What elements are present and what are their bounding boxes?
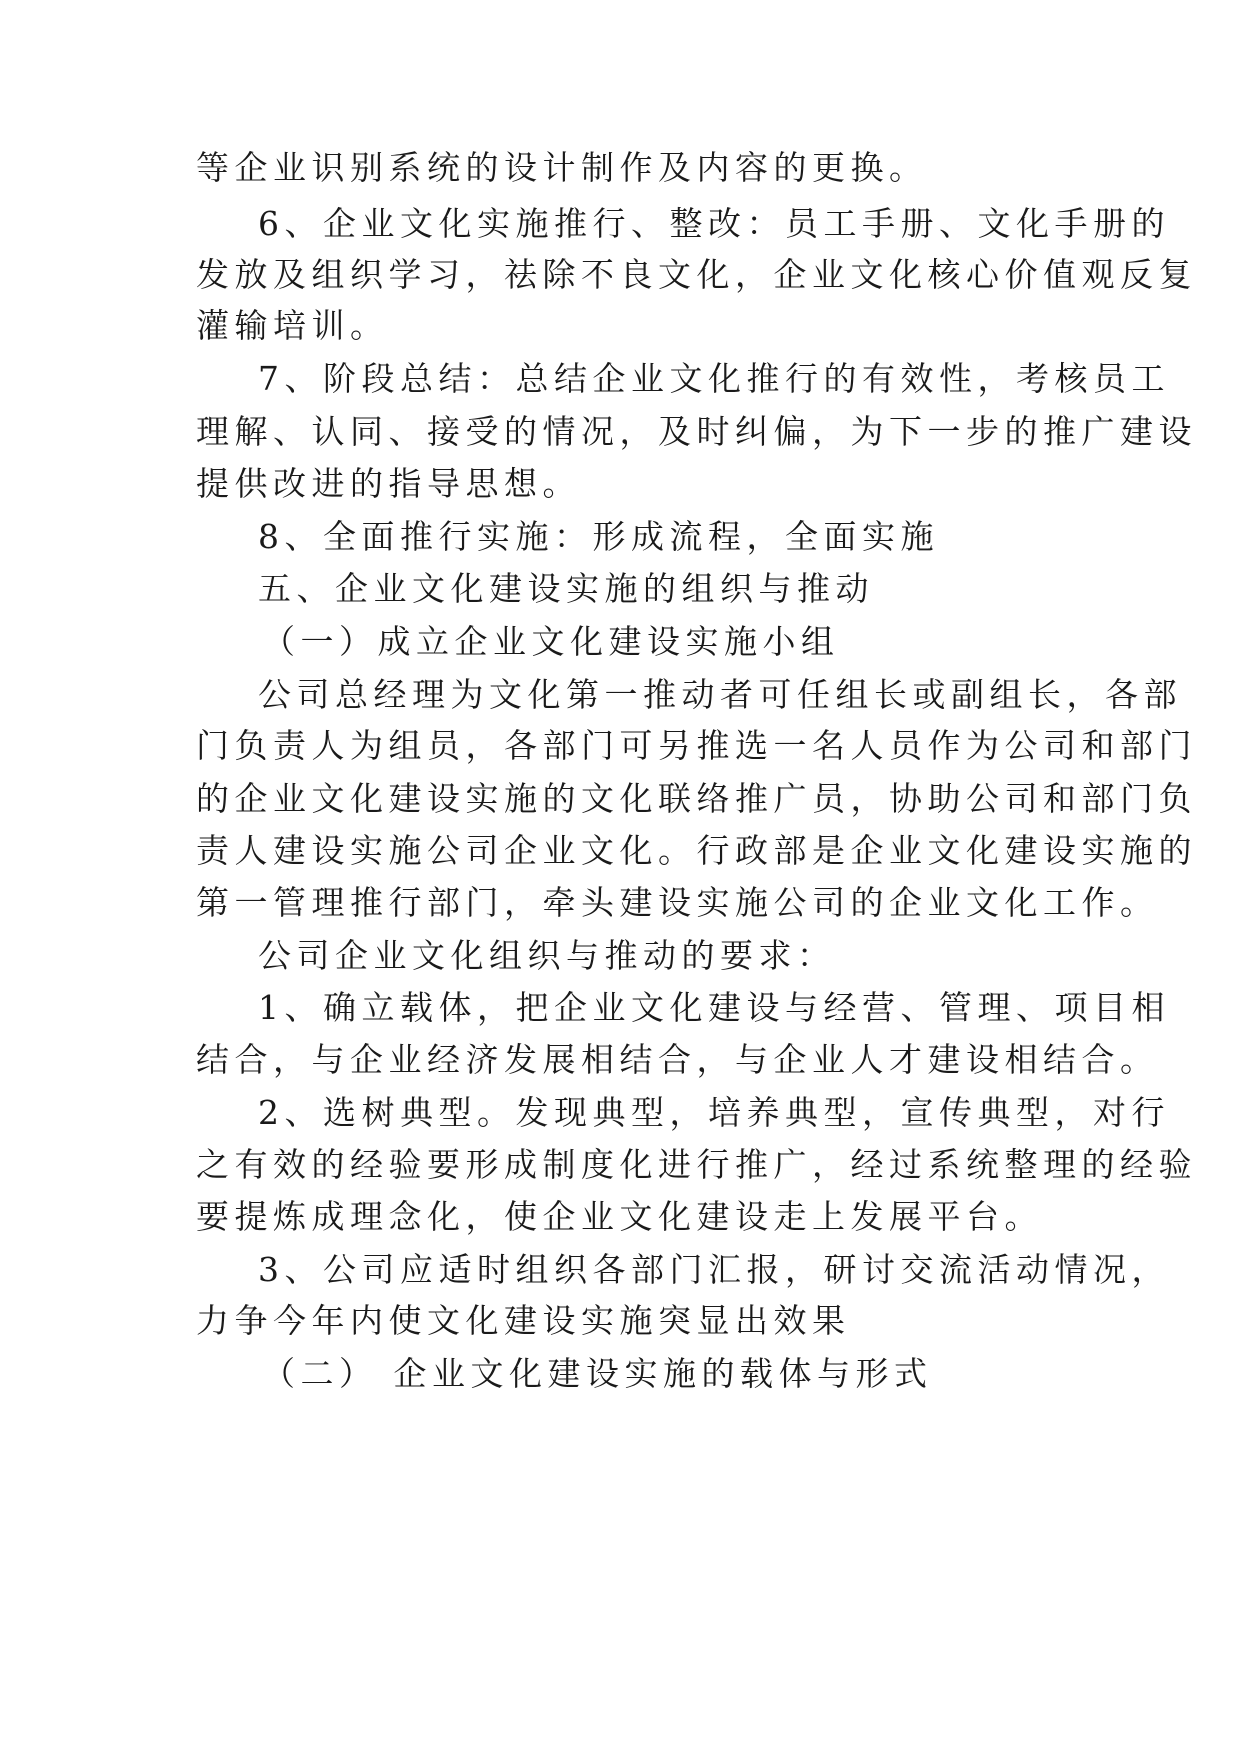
subsection-heading: （二） 企业文化建设实施的载体与形式	[262, 1354, 933, 1393]
text-line: 之有效的经验要形成制度化进行推广，经过系统整理的经验	[196, 1145, 1197, 1184]
text-line: 发放及组织学习，祛除不良文化，企业文化核心价值观反复	[196, 255, 1197, 294]
text-line: 要提炼成理念化，使企业文化建设走上发展平台。	[196, 1197, 1043, 1236]
text-line: 责人建设实施公司企业文化。行政部是企业文化建设实施的	[196, 831, 1197, 870]
list-item-8: 8、全面推行实施：形成流程，全面实施	[258, 517, 939, 556]
text-line: 等企业识别系统的设计制作及内容的更换。	[196, 148, 928, 187]
list-item-2: 2、选树典型。发现典型，培养典型，宣传典型，对行	[258, 1093, 1170, 1132]
list-item-3: 3、公司应适时组织各部门汇报，研讨交流活动情况，	[258, 1250, 1170, 1289]
section-heading: 五、企业文化建设实施的组织与推动	[258, 569, 874, 608]
text-line: 的企业文化建设实施的文化联络推广员，协助公司和部门负	[196, 779, 1197, 818]
subsection-heading: （一）成立企业文化建设实施小组	[262, 622, 840, 661]
text-line: 第一管理推行部门，牵头建设实施公司的企业文化工作。	[196, 883, 1159, 922]
list-item-1: 1、确立载体，把企业文化建设与经营、管理、项目相	[258, 988, 1170, 1027]
text-line: 力争今年内使文化建设实施突显出效果	[196, 1301, 851, 1340]
text-line: 理解、认同、接受的情况，及时纠偏，为下一步的推广建设	[196, 412, 1197, 451]
text-line: 提供改进的指导思想。	[196, 464, 581, 503]
paragraph-line: 公司总经理为文化第一推动者可任组长或副组长，各部	[258, 675, 1182, 714]
paragraph-line: 公司企业文化组织与推动的要求：	[258, 936, 836, 975]
text-line: 灌输培训。	[196, 306, 389, 345]
list-item-7: 7、阶段总结：总结企业文化推行的有效性，考核员工	[258, 359, 1170, 398]
text-line: 结合，与企业经济发展相结合，与企业人才建设相结合。	[196, 1040, 1159, 1079]
list-item-6: 6、企业文化实施推行、整改：员工手册、文化手册的	[258, 204, 1170, 243]
text-line: 门负责人为组员，各部门可另推选一名人员作为公司和部门	[196, 726, 1197, 765]
